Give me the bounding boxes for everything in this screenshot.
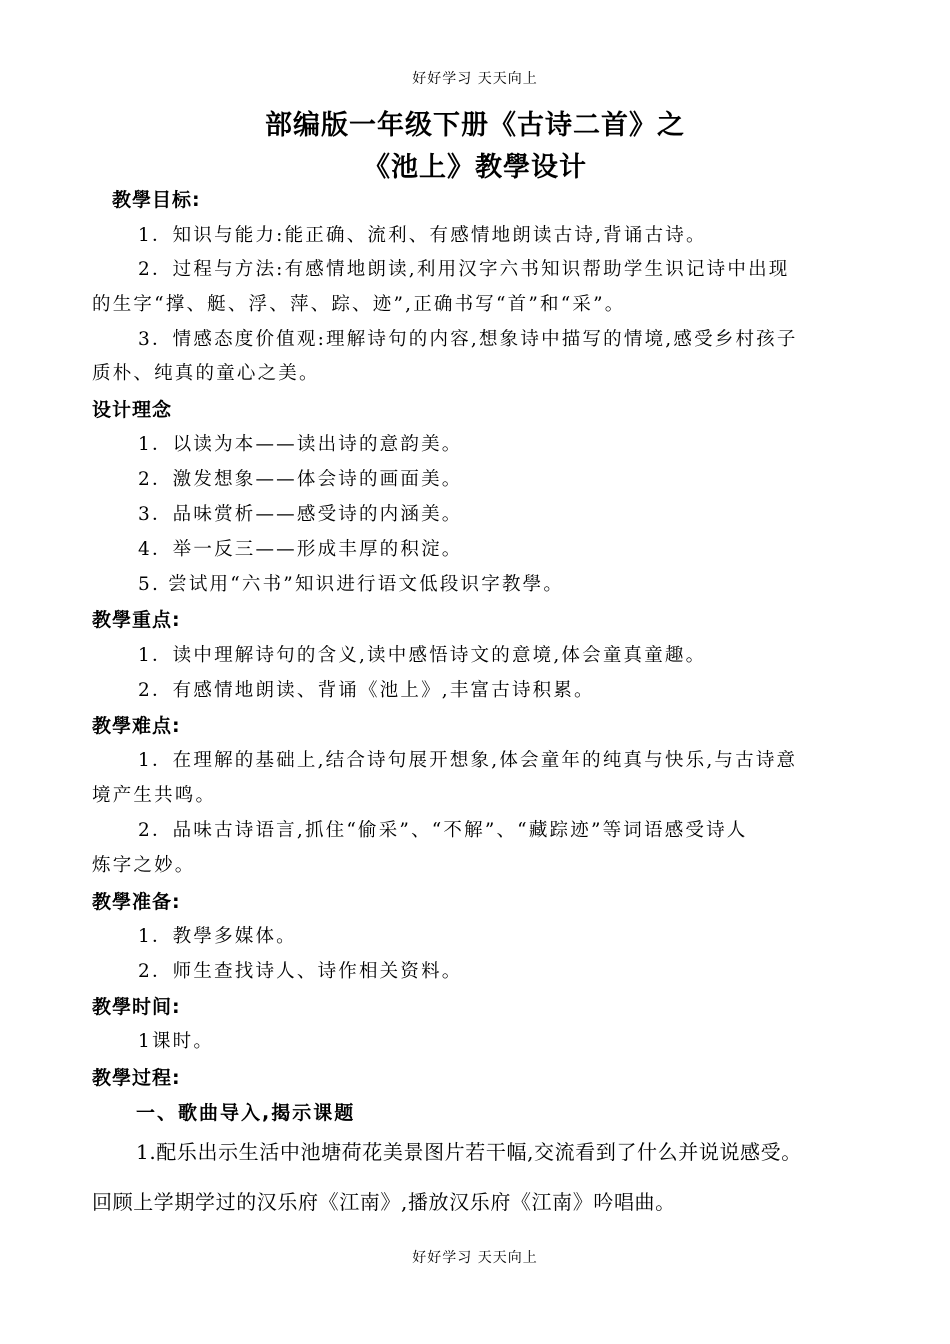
process-para-1-line2: 回顾上学期学过的汉乐府《江南》,播放汉乐府《江南》吟唱曲。	[92, 1190, 676, 1214]
process-section-1-heading: 一、歌曲导入,揭示课题	[136, 1102, 356, 1124]
objective-item-3-line2: 质朴、纯真的童心之美。	[92, 363, 320, 384]
page-header: 好好学习 天天向上	[412, 71, 538, 87]
concept-heading: 设计理念	[92, 399, 173, 421]
objective-item-2-line2: 的生字“撑、艇、浮、萍、踪、迹”,正确书写“首”和“采”。	[92, 294, 626, 315]
preparation-item-2: 2．师生查找诗人、诗作相关资料。	[138, 961, 463, 982]
objectives-heading: 教學目标:	[112, 189, 201, 211]
difficulty-item-1-line1: 1．在理解的基础上,结合诗句展开想象,体会童年的纯真与快乐,与古诗意	[138, 750, 798, 771]
preparation-item-1: 1．教學多媒体。	[138, 926, 297, 947]
time-value: 1课时。	[138, 1031, 215, 1052]
difficulties-heading: 教學难点:	[92, 715, 181, 737]
difficulty-item-2-line2: 炼字之妙。	[92, 855, 196, 876]
concept-item-5: 5. 尝试用“六书”知识进行语文低段识字教學。	[138, 574, 565, 595]
document-title-line1: 部编版一年级下册《古诗二首》之	[265, 110, 685, 141]
concept-item-4: 4．举一反三——形成丰厚的积淀。	[138, 539, 463, 560]
keypoints-heading: 教學重点:	[92, 609, 181, 631]
process-para-1-line1: 1.配乐出示生活中池塘荷花美景图片若干幅,交流看到了什么并说说感受。	[136, 1140, 802, 1164]
keypoint-item-1: 1．读中理解诗句的含义,读中感悟诗文的意境,体会童真童趣。	[138, 645, 707, 666]
concept-item-2: 2．激发想象——体会诗的画面美。	[138, 469, 463, 490]
difficulty-item-2-line1: 2．品味古诗语言,抓住“偷采”、“不解”、“藏踪迹”等词语感受诗人	[138, 820, 748, 841]
objective-item-2-line1: 2．过程与方法:有感情地朗读,利用汉字六书知识帮助学生识记诗中出现	[138, 259, 790, 280]
time-heading: 教學时间:	[92, 996, 181, 1018]
document-title-line2: 《池上》教學设计	[363, 152, 587, 183]
concept-item-1: 1．以读为本——读出诗的意韵美。	[138, 434, 463, 455]
objective-item-1: 1．知识与能力:能正确、流利、有感情地朗读古诗,背诵古诗。	[138, 225, 707, 246]
difficulty-item-1-line2: 境产生共鸣。	[92, 785, 217, 806]
page-footer: 好好学习 天天向上	[412, 1250, 538, 1266]
keypoint-item-2: 2．有感情地朗读、背诵《池上》,丰富古诗积累。	[138, 680, 595, 701]
preparation-heading: 教學准备:	[92, 891, 181, 913]
objective-item-3-line1: 3．情感态度价值观:理解诗句的内容,想象诗中描写的情境,感受乡村孩子	[138, 329, 798, 350]
process-heading: 教學过程:	[92, 1067, 181, 1089]
concept-item-3: 3．品味赏析——感受诗的内涵美。	[138, 504, 463, 525]
